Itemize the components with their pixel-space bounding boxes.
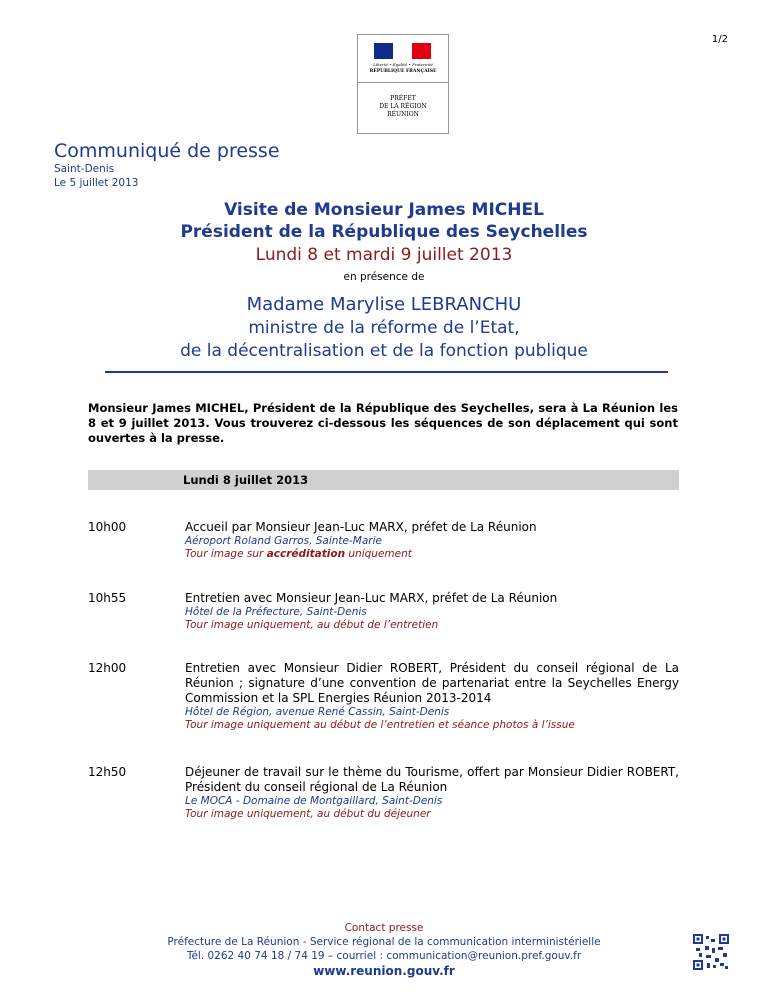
logo-motto: Liberté • Égalité • Fraternité <box>373 62 433 67</box>
headline-presence: en présence de <box>343 271 425 283</box>
entry-time: 10h55 <box>88 591 127 605</box>
entry-location: Hôtel de Région, avenue René Cassin, Saint-Denis <box>185 706 450 718</box>
page-title: Communiqué de presse <box>54 140 280 162</box>
intro-paragraph: Monsieur James MICHEL, Président de la République des Seychelles, sera à La Réunion les 8 et 9 juillet 2013. Vous trouverez ci-dessous les séquences de son déplacement qui sont ouvertes à la presse. <box>88 401 678 445</box>
footer-website[interactable]: www.reunion.gouv.fr <box>313 964 455 978</box>
guest-line2: ministre de la réforme de l’Etat, <box>248 318 520 338</box>
day-label: Lundi 8 juillet 2013 <box>183 473 309 487</box>
entry-note: Tour image uniquement au début de l’entretien et séance photos à l’issue <box>185 719 575 731</box>
entry-description: Entretien avec Monsieur Didier ROBERT, Président du conseil régional de La Réunion ; signature d’une convention de partenariat entre la Seychelles Energy Commission et la SPL Energies Réunion 2013-2014 <box>185 661 679 705</box>
entry-description: Déjeuner de travail sur le thème du Tourisme, offert par Monsieur Didier ROBERT, Président du conseil régional de La Réunion <box>185 765 679 794</box>
footer-contact-title: Contact presse <box>344 922 424 934</box>
marianne-flag-icon <box>374 43 432 59</box>
entry-description: Entretien avec Monsieur Jean-Luc MARX, préfet de La Réunion <box>185 591 558 605</box>
entry-location: Le MOCA - Domaine de Montgaillard, Saint-Denis <box>185 795 443 807</box>
divider <box>105 371 668 373</box>
page-number: 1/2 <box>711 34 728 45</box>
logo-republic: RÉPUBLIQUE FRANÇAISE <box>369 69 437 74</box>
prefecture-logo <box>357 34 449 134</box>
entry-note: Tour image uniquement, au début de l’entretien <box>185 619 439 631</box>
guest-line1: Madame Marylise LEBRANCHU <box>246 294 522 315</box>
entry-description: Accueil par Monsieur Jean-Luc MARX, préfet de La Réunion <box>185 520 537 534</box>
entry-note: Tour image uniquement, au début du déjeuner <box>185 808 431 820</box>
header-city: Saint-Denis <box>54 163 115 175</box>
day-band <box>88 470 679 490</box>
footer-line1: Préfecture de La Réunion - Service régional de la communication interministérielle <box>167 936 601 948</box>
entry-location: Aéroport Roland Garros, Sainte-Marie <box>185 535 382 547</box>
headline-line1: Visite de Monsieur James MICHEL <box>224 200 544 220</box>
entry-time: 12h00 <box>88 661 127 675</box>
headline-dates: Lundi 8 et mardi 9 juillet 2013 <box>255 245 513 265</box>
header-date: Le 5 juillet 2013 <box>54 177 139 189</box>
headline-line2: Président de la République des Seychelles <box>180 222 588 242</box>
entry-location: Hôtel de la Préfecture, Saint-Denis <box>185 606 367 618</box>
qr-code-icon <box>693 934 729 970</box>
guest-line3: de la décentralisation et de la fonction publique <box>180 341 588 361</box>
footer-line2: Tél. 0262 40 74 18 / 74 19 – courriel : communication@reunion.pref.gouv.fr <box>186 950 582 962</box>
entry-time: 10h00 <box>88 520 127 534</box>
logo-prefet: PRÉFET DE LA RÉGION RÉUNION <box>379 95 427 118</box>
entry-note: Tour image sur accréditation uniquement <box>185 548 412 560</box>
entry-time: 12h50 <box>88 765 127 779</box>
